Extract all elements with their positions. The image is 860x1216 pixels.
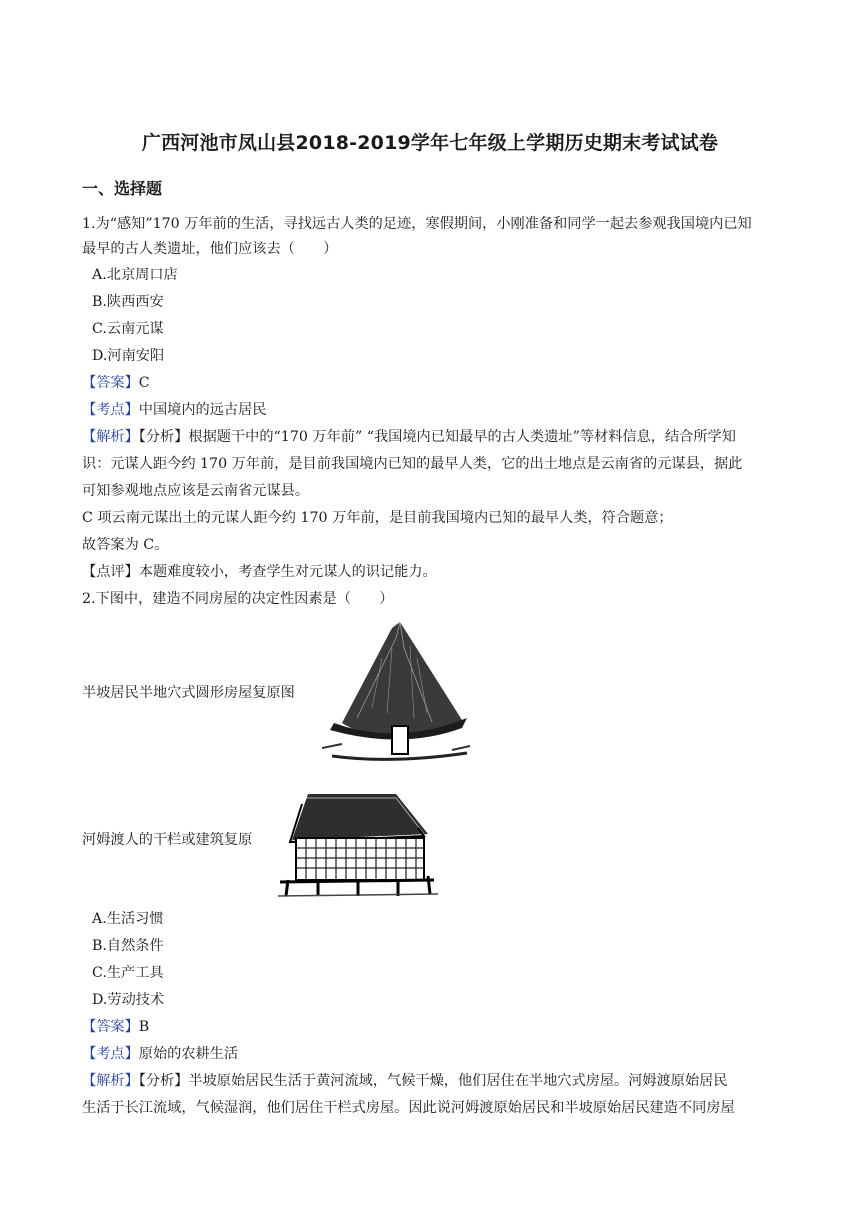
- q1-analysis-line3: 可知参观地点应该是云南省元谋县。: [82, 483, 310, 499]
- q2-analysis-line1: [82, 1071, 782, 1091]
- q2-option-a: A.生活习惯: [92, 911, 164, 927]
- q2-option-b: B.自然条件: [92, 938, 164, 954]
- q1-analysis-line1: [82, 427, 782, 447]
- q1-option-b: B.陕西西安: [92, 294, 164, 310]
- q2-answer-value: B: [138, 1019, 150, 1035]
- q1-comment: 【点评】本题难度较小，考查学生对元谋人的识记能力。: [82, 564, 437, 580]
- q2-point: [82, 1044, 782, 1064]
- q1-analysis-line5: 故答案为 C。: [82, 537, 169, 553]
- q2-stem: 2.下图中，建造不同房屋的决定性因素是（ ）: [82, 591, 394, 607]
- q2-point-value: 原始的农耕生活: [138, 1046, 239, 1062]
- analysis-tag: 【解析】: [82, 429, 139, 445]
- point-tag: 【考点】: [82, 402, 139, 418]
- q1-analysis-line4: C 项云南元谋出土的元谋人距今约 170 万年前，是目前我国境内已知的最早人类，符合题意；: [82, 510, 673, 526]
- q2-analysis-line2: 生活于长江流域，气候湿润，他们居住干栏式房屋。因此说河姆渡原始居民和半坡原始居民建造不同房屋: [82, 1100, 735, 1116]
- q1-stem-line1: 1.为“感知”170 万年前的生活，寻找远古人类的足迹，寒假期间，小刚准备和同学一起去参观我国境内已知: [82, 216, 752, 232]
- q1-point: [82, 400, 782, 420]
- q1-point-value: 中国境内的远古居民: [138, 402, 267, 418]
- q1-option-c: C.云南元谋: [92, 321, 164, 337]
- answer-tag: 【答案】: [82, 375, 139, 391]
- analysis-tag: 【解析】: [82, 1073, 139, 1089]
- q1-analysis-text1: 【分析】根据题干中的“170 万年前” “我国境内已知最早的古人类遗址”等材料信息，结合所学知: [138, 429, 736, 445]
- answer-tag: 【答案】: [82, 1019, 139, 1035]
- q1-option-d: D.河南安阳: [92, 348, 165, 364]
- q1-analysis-line2: 识：元谋人距今约 170 万年前，是目前我国境内已知的最早人类，它的出土地点是云南省的元谋县，据此: [82, 456, 743, 472]
- banpo-round-house-image: [322, 618, 472, 766]
- q1-stem-line2: 最早的古人类遗址，他们应该去（ ）: [82, 241, 338, 257]
- section-heading: 一、选择题: [82, 179, 163, 198]
- q2-option-d: D.劳动技术: [92, 992, 165, 1008]
- hemudu-stilt-house-image: [278, 790, 440, 898]
- q1-answer-value: C: [138, 375, 150, 391]
- q2-option-c: C.生产工具: [92, 965, 164, 981]
- q1-option-a: A.北京周口店: [92, 267, 178, 283]
- fig1-caption: 半坡居民半地穴式圆形房屋复原图: [82, 685, 295, 701]
- q1-answer: [82, 373, 782, 393]
- q2-answer: [82, 1017, 782, 1037]
- point-tag: 【考点】: [82, 1046, 139, 1062]
- q2-analysis-text1: 【分析】半坡原始居民生活于黄河流域，气候干燥，他们居住在半地穴式房屋。河姆渡原始居民: [138, 1073, 728, 1089]
- fig2-caption: 河姆渡人的干栏或建筑复原: [82, 832, 253, 848]
- page-title: 广西河池市凤山县2018-2019学年七年级上学期历史期末考试试卷: [141, 132, 719, 154]
